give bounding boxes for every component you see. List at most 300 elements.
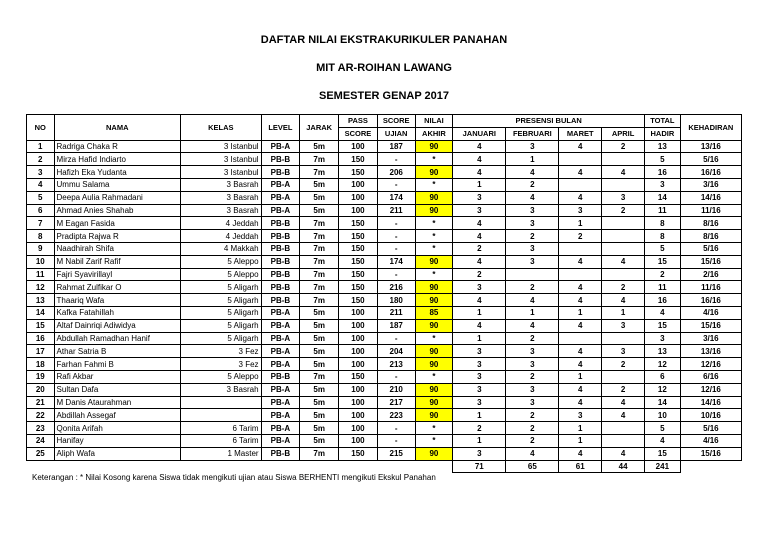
cell-februari: 1 — [506, 153, 559, 166]
cell-april — [602, 332, 645, 345]
cell-nama: Kafka Fatahillah — [54, 306, 180, 319]
cell-februari: 2 — [506, 332, 559, 345]
table-row — [27, 140, 742, 153]
cell-januari: 3 — [453, 370, 506, 383]
cell-april — [602, 434, 645, 447]
cell-januari: 4 — [453, 294, 506, 307]
cell-no: 7 — [27, 217, 55, 230]
table-row — [27, 358, 742, 371]
cell-nilai-akhir: 90 — [415, 319, 453, 332]
cell-total-hadir: 15 — [645, 447, 681, 460]
cell-januari: 1 — [453, 178, 506, 191]
cell-maret: 1 — [559, 217, 602, 230]
cell-februari: 2 — [506, 281, 559, 294]
cell-nama: Rahmat Zulfikar O — [54, 281, 180, 294]
cell-score-ujian: - — [377, 268, 415, 281]
cell-februari: 4 — [506, 191, 559, 204]
cell-nama: Athar Satria B — [54, 345, 180, 358]
cell-maret: 4 — [559, 255, 602, 268]
cell-no: 24 — [27, 434, 55, 447]
cell-nama: Aliph Wafa — [54, 447, 180, 460]
cell-april: 4 — [602, 294, 645, 307]
cell-pass-score: 150 — [339, 153, 378, 166]
cell-total-hadir: 2 — [645, 268, 681, 281]
cell-april — [602, 217, 645, 230]
cell-level: PB-A — [261, 178, 300, 191]
cell-jarak: 5m — [300, 409, 339, 422]
cell-nama: Sultan Dafa — [54, 383, 180, 396]
cell-maret: 4 — [559, 358, 602, 371]
cell-pass-score: 150 — [339, 230, 378, 243]
cell-level: PB-B — [261, 255, 300, 268]
cell-total-hadir: 11 — [645, 281, 681, 294]
cell-januari: 4 — [453, 319, 506, 332]
cell-maret: 4 — [559, 345, 602, 358]
cell-kehadiran: 6/16 — [680, 370, 741, 383]
cell-total-hadir: 12 — [645, 383, 681, 396]
cell-level: PB-B — [261, 230, 300, 243]
cell-no: 14 — [27, 306, 55, 319]
cell-nilai-akhir: 90 — [415, 255, 453, 268]
cell-kelas: 6 Tarim — [181, 422, 262, 435]
cell-no: 21 — [27, 396, 55, 409]
table-row — [27, 178, 742, 191]
total-maret: 61 — [559, 460, 602, 473]
cell-pass-score: 150 — [339, 166, 378, 179]
cell-kehadiran: 16/16 — [680, 166, 741, 179]
cell-pass-score: 100 — [339, 191, 378, 204]
cell-kehadiran: 14/16 — [680, 396, 741, 409]
cell-april: 2 — [602, 140, 645, 153]
cell-maret: 2 — [559, 230, 602, 243]
cell-score-ujian: 174 — [377, 191, 415, 204]
cell-kelas: 4 Jeddah — [181, 217, 262, 230]
cell-nama: Ahmad Anies Shahab — [54, 204, 180, 217]
cell-no: 17 — [27, 345, 55, 358]
cell-score-ujian: - — [377, 370, 415, 383]
cell-april: 4 — [602, 409, 645, 422]
cell-level: PB-A — [261, 409, 300, 422]
header-januari: JANUARI — [453, 127, 506, 140]
cell-nama: Rafi Akbar — [54, 370, 180, 383]
cell-no: 20 — [27, 383, 55, 396]
cell-nilai-akhir: 90 — [415, 345, 453, 358]
cell-nama: Deepa Aulia Rahmadani — [54, 191, 180, 204]
table-row — [27, 217, 742, 230]
cell-score-ujian: 204 — [377, 345, 415, 358]
cell-kehadiran: 3/16 — [680, 178, 741, 191]
cell-nilai-akhir: 90 — [415, 204, 453, 217]
cell-score-ujian: - — [377, 178, 415, 191]
cell-maret — [559, 332, 602, 345]
cell-level: PB-A — [261, 396, 300, 409]
cell-april — [602, 153, 645, 166]
cell-pass-score: 100 — [339, 358, 378, 371]
cell-score-ujian: - — [377, 230, 415, 243]
cell-kehadiran: 10/16 — [680, 409, 741, 422]
cell-jarak: 5m — [300, 383, 339, 396]
cell-maret — [559, 268, 602, 281]
total-januari: 71 — [453, 460, 506, 473]
cell-maret: 4 — [559, 191, 602, 204]
cell-maret: 3 — [559, 204, 602, 217]
total-hadir-sum: 241 — [645, 460, 681, 473]
cell-nilai-akhir: 90 — [415, 358, 453, 371]
cell-pass-score: 100 — [339, 409, 378, 422]
cell-februari: 2 — [506, 370, 559, 383]
cell-februari: 4 — [506, 319, 559, 332]
document-title: DAFTAR NILAI EKSTRAKURIKULER PANAHAN — [260, 34, 508, 46]
cell-no: 12 — [27, 281, 55, 294]
cell-nilai-akhir: 90 — [415, 409, 453, 422]
table-row — [27, 294, 742, 307]
table-row — [27, 255, 742, 268]
cell-kelas: 5 Aleppo — [181, 268, 262, 281]
cell-kelas: 3 Basrah — [181, 204, 262, 217]
cell-pass-score: 100 — [339, 332, 378, 345]
table-row — [27, 230, 742, 243]
cell-maret: 1 — [559, 434, 602, 447]
cell-kehadiran: 12/16 — [680, 358, 741, 371]
cell-pass-score: 100 — [339, 178, 378, 191]
cell-kelas: 3 Istanbul — [181, 153, 262, 166]
cell-jarak: 7m — [300, 281, 339, 294]
cell-februari: 3 — [506, 345, 559, 358]
cell-jarak: 7m — [300, 370, 339, 383]
cell-februari: 3 — [506, 242, 559, 255]
cell-januari: 1 — [453, 409, 506, 422]
cell-januari: 4 — [453, 255, 506, 268]
cell-score-ujian: - — [377, 422, 415, 435]
cell-februari: 1 — [506, 306, 559, 319]
cell-pass-score: 100 — [339, 434, 378, 447]
cell-nama: Fajri Syavirillayl — [54, 268, 180, 281]
cell-pass-score: 100 — [339, 319, 378, 332]
cell-kehadiran: 11/16 — [680, 281, 741, 294]
cell-kelas: 3 Istanbul — [181, 140, 262, 153]
cell-maret: 4 — [559, 140, 602, 153]
cell-kelas: 3 Fez — [181, 358, 262, 371]
cell-februari: 3 — [506, 255, 559, 268]
cell-no: 18 — [27, 358, 55, 371]
cell-score-ujian: 206 — [377, 166, 415, 179]
cell-nama: Abdullah Ramadhan Hanif — [54, 332, 180, 345]
cell-total-hadir: 5 — [645, 422, 681, 435]
cell-no: 5 — [27, 191, 55, 204]
cell-no: 4 — [27, 178, 55, 191]
header-nilai-akhir: AKHIR — [415, 127, 453, 140]
cell-total-hadir: 15 — [645, 255, 681, 268]
cell-april — [602, 268, 645, 281]
cell-level: PB-A — [261, 422, 300, 435]
cell-januari: 3 — [453, 447, 506, 460]
cell-april: 3 — [602, 319, 645, 332]
cell-jarak: 7m — [300, 166, 339, 179]
cell-total-hadir: 8 — [645, 217, 681, 230]
cell-nilai-akhir: * — [415, 217, 453, 230]
table-row — [27, 204, 742, 217]
cell-nilai-akhir: * — [415, 268, 453, 281]
cell-kelas: 4 Jeddah — [181, 230, 262, 243]
cell-februari: 2 — [506, 178, 559, 191]
cell-april: 4 — [602, 447, 645, 460]
cell-maret: 4 — [559, 166, 602, 179]
cell-april: 4 — [602, 166, 645, 179]
cell-kehadiran: 5/16 — [680, 153, 741, 166]
cell-total-hadir: 4 — [645, 306, 681, 319]
cell-level: PB-B — [261, 447, 300, 460]
cell-no: 6 — [27, 204, 55, 217]
cell-pass-score: 100 — [339, 204, 378, 217]
table-row — [27, 166, 742, 179]
cell-nilai-akhir: 90 — [415, 383, 453, 396]
cell-jarak: 5m — [300, 178, 339, 191]
cell-april: 3 — [602, 345, 645, 358]
cell-januari: 4 — [453, 153, 506, 166]
cell-kelas: 4 Makkah — [181, 242, 262, 255]
cell-no: 23 — [27, 422, 55, 435]
cell-nilai-akhir: * — [415, 434, 453, 447]
table-row — [27, 281, 742, 294]
cell-jarak: 7m — [300, 230, 339, 243]
header-april: APRIL — [602, 127, 645, 140]
total-februari: 65 — [506, 460, 559, 473]
cell-no: 9 — [27, 242, 55, 255]
footnote: Keterangan : * Nilai Kosong karena Siswa tidak mengikuti ujian atau Siswa BERHENTI mengikuti Ekskul Panahan — [32, 473, 436, 482]
cell-kelas: 3 Istanbul — [181, 166, 262, 179]
cell-kehadiran: 5/16 — [680, 242, 741, 255]
totals-row — [27, 460, 742, 473]
cell-jarak: 7m — [300, 153, 339, 166]
cell-pass-score: 100 — [339, 422, 378, 435]
cell-maret: 4 — [559, 383, 602, 396]
cell-jarak: 7m — [300, 242, 339, 255]
cell-no: 11 — [27, 268, 55, 281]
cell-nilai-akhir: 90 — [415, 191, 453, 204]
cell-kehadiran: 5/16 — [680, 422, 741, 435]
cell-kehadiran: 15/16 — [680, 447, 741, 460]
cell-score-ujian: 217 — [377, 396, 415, 409]
cell-nama: Farhan Fahmi B — [54, 358, 180, 371]
cell-score-ujian: 211 — [377, 204, 415, 217]
cell-februari: 4 — [506, 447, 559, 460]
cell-jarak: 5m — [300, 396, 339, 409]
cell-nama: Altaf Dainriqi Adiwidya — [54, 319, 180, 332]
cell-april: 2 — [602, 204, 645, 217]
cell-januari: 3 — [453, 191, 506, 204]
cell-nama: Radriga Chaka R — [54, 140, 180, 153]
cell-januari: 2 — [453, 268, 506, 281]
cell-score-ujian: 210 — [377, 383, 415, 396]
cell-kelas: 5 Aleppo — [181, 255, 262, 268]
table-row — [27, 434, 742, 447]
cell-no: 8 — [27, 230, 55, 243]
cell-februari: 3 — [506, 140, 559, 153]
cell-januari: 4 — [453, 140, 506, 153]
cell-nama: Hanifay — [54, 434, 180, 447]
cell-kelas — [181, 409, 262, 422]
cell-nilai-akhir: * — [415, 153, 453, 166]
cell-pass-score: 100 — [339, 383, 378, 396]
cell-kehadiran: 15/16 — [680, 255, 741, 268]
cell-april — [602, 178, 645, 191]
cell-level: PB-B — [261, 370, 300, 383]
cell-total-hadir: 16 — [645, 166, 681, 179]
cell-februari: 3 — [506, 204, 559, 217]
table-row — [27, 191, 742, 204]
cell-nilai-akhir: 85 — [415, 306, 453, 319]
cell-nama: Pradipta Rajwa R — [54, 230, 180, 243]
cell-kelas: 6 Tarim — [181, 434, 262, 447]
table-row — [27, 383, 742, 396]
cell-kelas: 5 Aligarh — [181, 332, 262, 345]
cell-maret — [559, 242, 602, 255]
cell-kelas: 3 Fez — [181, 345, 262, 358]
cell-nilai-akhir: 90 — [415, 396, 453, 409]
cell-kehadiran: 8/16 — [680, 217, 741, 230]
cell-kehadiran: 13/16 — [680, 345, 741, 358]
grades-table — [26, 114, 742, 473]
cell-februari: 4 — [506, 294, 559, 307]
cell-januari: 3 — [453, 345, 506, 358]
cell-nilai-akhir: * — [415, 422, 453, 435]
cell-pass-score: 100 — [339, 396, 378, 409]
cell-jarak: 7m — [300, 217, 339, 230]
cell-jarak: 7m — [300, 268, 339, 281]
cell-nama: Thaariq Wafa — [54, 294, 180, 307]
cell-pass-score: 150 — [339, 281, 378, 294]
cell-total-hadir: 5 — [645, 153, 681, 166]
header-kehadiran: KEHADIRAN — [680, 115, 741, 141]
cell-februari: 2 — [506, 434, 559, 447]
cell-nama: M Danis Ataurahman — [54, 396, 180, 409]
cell-pass-score: 150 — [339, 255, 378, 268]
header-level: LEVEL — [261, 115, 300, 141]
cell-februari: 3 — [506, 358, 559, 371]
cell-nilai-akhir: * — [415, 370, 453, 383]
cell-nama: Hafizh Eka Yudanta — [54, 166, 180, 179]
cell-jarak: 5m — [300, 332, 339, 345]
cell-kelas: 5 Aleppo — [181, 370, 262, 383]
cell-score-ujian: - — [377, 242, 415, 255]
cell-januari: 3 — [453, 383, 506, 396]
cell-april: 2 — [602, 383, 645, 396]
cell-score-ujian: - — [377, 434, 415, 447]
cell-level: PB-A — [261, 345, 300, 358]
cell-level: PB-A — [261, 306, 300, 319]
cell-februari: 2 — [506, 422, 559, 435]
cell-jarak: 7m — [300, 447, 339, 460]
table-row — [27, 319, 742, 332]
cell-april — [602, 422, 645, 435]
cell-nilai-akhir: 90 — [415, 281, 453, 294]
cell-januari: 3 — [453, 204, 506, 217]
cell-no: 13 — [27, 294, 55, 307]
cell-jarak: 5m — [300, 191, 339, 204]
cell-total-hadir: 13 — [645, 345, 681, 358]
cell-januari: 2 — [453, 422, 506, 435]
table-row — [27, 242, 742, 255]
cell-level: PB-B — [261, 268, 300, 281]
cell-nama: M Nabil Zarif Rafif — [54, 255, 180, 268]
header-score-ujian: UJIAN — [377, 127, 415, 140]
cell-maret: 4 — [559, 294, 602, 307]
cell-kelas: 5 Aligarh — [181, 306, 262, 319]
cell-no: 3 — [27, 166, 55, 179]
cell-total-hadir: 12 — [645, 358, 681, 371]
cell-nilai-akhir: * — [415, 230, 453, 243]
cell-kehadiran: 15/16 — [680, 319, 741, 332]
cell-total-hadir: 15 — [645, 319, 681, 332]
cell-no: 10 — [27, 255, 55, 268]
cell-total-hadir: 14 — [645, 396, 681, 409]
cell-april: 3 — [602, 191, 645, 204]
cell-pass-score: 150 — [339, 217, 378, 230]
header-total-hadir: HADIR — [645, 127, 681, 140]
cell-februari: 2 — [506, 230, 559, 243]
cell-maret: 1 — [559, 370, 602, 383]
cell-nilai-akhir: * — [415, 178, 453, 191]
cell-januari: 1 — [453, 434, 506, 447]
cell-total-hadir: 16 — [645, 294, 681, 307]
cell-score-ujian: 215 — [377, 447, 415, 460]
cell-maret: 4 — [559, 319, 602, 332]
cell-total-hadir: 14 — [645, 191, 681, 204]
cell-jarak: 5m — [300, 358, 339, 371]
cell-no: 15 — [27, 319, 55, 332]
cell-score-ujian: - — [377, 332, 415, 345]
cell-kehadiran: 16/16 — [680, 294, 741, 307]
cell-jarak: 5m — [300, 140, 339, 153]
cell-pass-score: 100 — [339, 306, 378, 319]
cell-total-hadir: 4 — [645, 434, 681, 447]
cell-level: PB-A — [261, 383, 300, 396]
cell-april: 2 — [602, 281, 645, 294]
cell-maret: 1 — [559, 306, 602, 319]
cell-total-hadir: 8 — [645, 230, 681, 243]
cell-kelas: 3 Basrah — [181, 178, 262, 191]
cell-januari: 3 — [453, 358, 506, 371]
cell-kehadiran: 2/16 — [680, 268, 741, 281]
cell-kehadiran: 4/16 — [680, 434, 741, 447]
school-name: MIT AR-ROIHAN LAWANG — [316, 62, 452, 74]
header-pass-score: SCORE — [339, 127, 378, 140]
cell-kehadiran: 14/16 — [680, 191, 741, 204]
cell-score-ujian: 216 — [377, 281, 415, 294]
cell-no: 25 — [27, 447, 55, 460]
cell-jarak: 7m — [300, 294, 339, 307]
cell-total-hadir: 11 — [645, 204, 681, 217]
cell-level: PB-B — [261, 217, 300, 230]
cell-no: 22 — [27, 409, 55, 422]
cell-maret: 3 — [559, 409, 602, 422]
cell-level: PB-A — [261, 434, 300, 447]
cell-level: PB-A — [261, 358, 300, 371]
cell-pass-score: 150 — [339, 242, 378, 255]
cell-januari: 4 — [453, 230, 506, 243]
cell-level: PB-A — [261, 204, 300, 217]
cell-jarak: 5m — [300, 345, 339, 358]
cell-jarak: 5m — [300, 204, 339, 217]
cell-februari — [506, 268, 559, 281]
cell-april — [602, 230, 645, 243]
cell-nama: M Eagan Fasida — [54, 217, 180, 230]
cell-total-hadir: 3 — [645, 178, 681, 191]
cell-februari: 4 — [506, 166, 559, 179]
header-nama: NAMA — [54, 115, 180, 141]
cell-kelas: 3 Basrah — [181, 191, 262, 204]
cell-jarak: 7m — [300, 255, 339, 268]
